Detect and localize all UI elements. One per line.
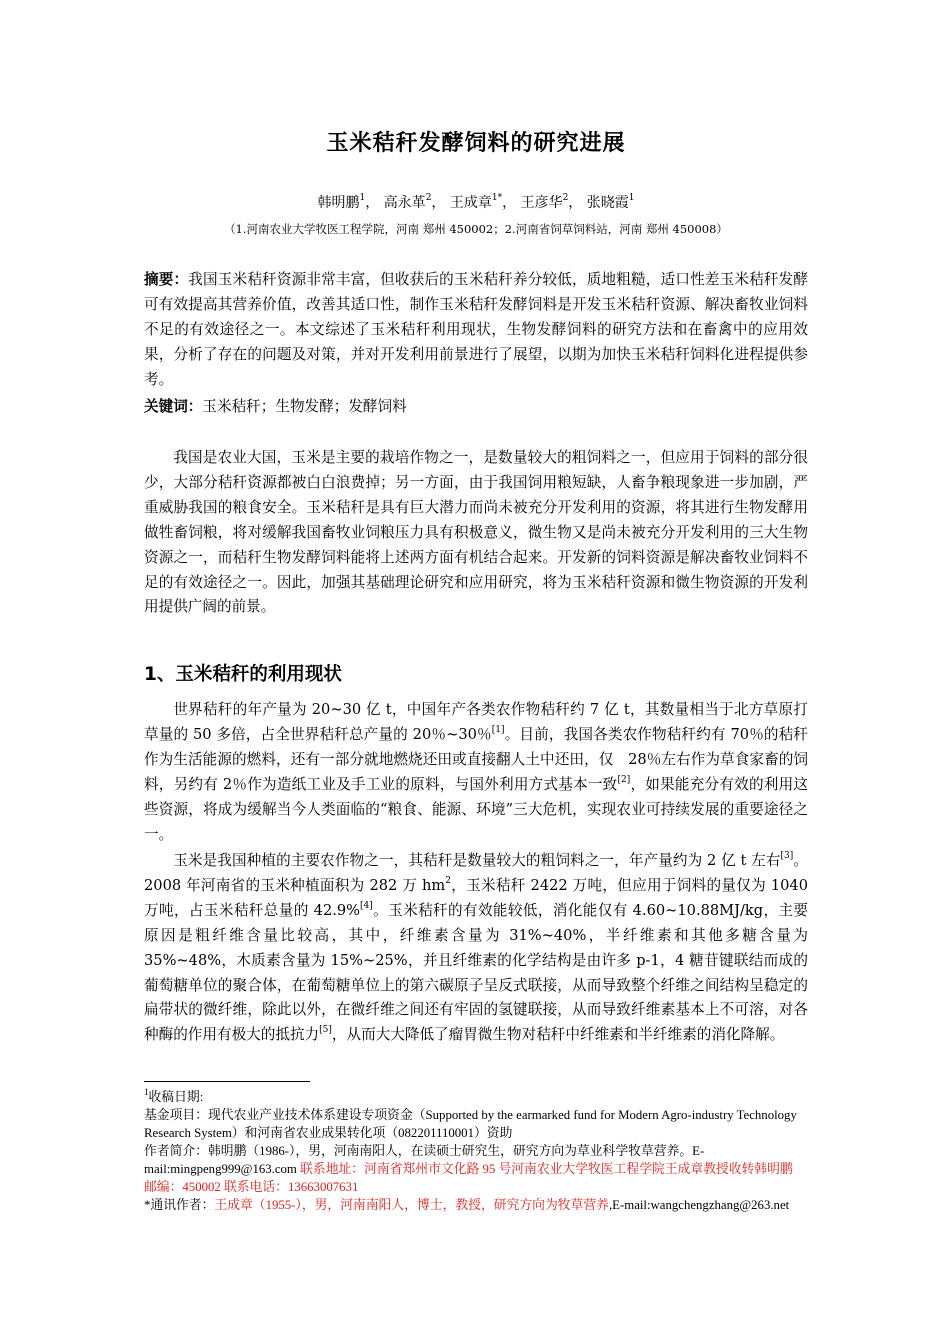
footnote-author-info bbox=[144, 1142, 808, 1196]
author-name: 张晓霞 bbox=[586, 195, 629, 211]
footnote-corresponding bbox=[144, 1196, 808, 1214]
author-separator: ， bbox=[431, 195, 446, 211]
footnote-mark: 1 bbox=[144, 1086, 149, 1097]
section-heading: 1、玉米秸秆的利用现状 bbox=[144, 664, 342, 685]
citation[interactable]: [2] bbox=[617, 774, 631, 785]
received-date: 收稿日期: bbox=[148, 1090, 204, 1104]
text-run: ，玉米秸秆 2422 万吨，但应用于饲料的量仅为 1040 万吨，占玉米秸秆总量的 42.9% bbox=[144, 876, 808, 919]
text-run: 。2008 年河南省的玉米种植面积为 282 万 hm bbox=[144, 852, 808, 894]
abstract bbox=[144, 268, 808, 393]
author-affil-mark: 1* bbox=[491, 193, 503, 204]
body-paragraph bbox=[144, 849, 808, 1048]
abstract-text: 我国玉米秸秆资源非常丰富，但收获后的玉米秸秆养分较低，质地粗糙，适口性差玉米秸秆发酵可有效提高其营养价值，改善其适口性，制作玉米秸秆发酵饲料是开发玉米秸秆资源、解决畜牧业饲料不足的有效途径之一。本文综述了玉米秸秆利用现状，生物发酵饲料的研究方法和在畜禽中的应用效果，分析了存在的问题及对策，并对开发利用前景进行了展望，以期为加快玉米秸秆饲料化进程提供参考。 bbox=[144, 271, 808, 388]
author-name: 王成章 bbox=[449, 195, 492, 211]
footnote-received bbox=[144, 1088, 808, 1106]
text-run: 。目前，我国各类农作物秸秆约有 70％的秸秆作为生活能源的燃料，还有一部分就地燃烧还田或直接翻人土中还田，仅 28％左右作为草食家畜的饲料，另约有 2％作为造纸工业及手工业的原料，与国外利用方式基本一致 bbox=[144, 725, 808, 793]
text-run: ，从而大大降低了瘤胃微生物对秸秆中纤维素和半纤维素的消化降解。 bbox=[331, 1026, 785, 1044]
abstract-label: 摘要： bbox=[144, 271, 189, 288]
citation[interactable]: [4] bbox=[360, 900, 373, 911]
citation[interactable]: [1] bbox=[491, 725, 505, 736]
author-name: 王彦华 bbox=[520, 195, 563, 211]
author-list bbox=[144, 192, 808, 212]
text-run: 玉米是我国种植的主要农作物之一，其秸秆是数量较大的粗饲料之一，年产量约为 2 亿 t 左右 bbox=[173, 852, 781, 869]
paper-title: 玉米秸秆发酵饲料的研究进展 bbox=[326, 131, 626, 156]
author-name: 韩明鹏 bbox=[317, 195, 360, 211]
body-paragraph bbox=[144, 698, 808, 847]
author-separator: ， bbox=[502, 195, 517, 211]
author-affil-mark: 2 bbox=[562, 193, 569, 204]
author-affil-mark: 1 bbox=[359, 193, 366, 204]
keywords bbox=[144, 395, 808, 420]
author-separator: ， bbox=[365, 195, 380, 211]
author-affil-mark: 1 bbox=[628, 193, 635, 204]
corresponding-author: 王成章（1955-），男，河南南阳人，博士，教授，研究方向为牧草营养 bbox=[214, 1198, 609, 1212]
footnote-fund: 基金项目：现代农业产业技术体系建设专项资金（Supported by the earmarked fund for Modern Agro-industry Technology Research System）和河南省农业成果转化项（082201110001）资助 bbox=[144, 1108, 797, 1140]
citation[interactable]: [5] bbox=[319, 1025, 332, 1036]
keywords-label: 关键词： bbox=[144, 398, 203, 415]
affiliations: （1.河南农业大学牧医工程学院，河南 郑州 450002；2.河南省饲草饲料站，河南 郑州 450008） bbox=[224, 222, 728, 236]
keywords-text: 玉米秸秆；生物发酵；发酵饲料 bbox=[202, 398, 407, 415]
intro-paragraph: 我国是农业大国，玉米是主要的栽培作物之一，是数量较大的粗饲料之一，但应用于饲料的部分很少，大部分秸秆资源都被白白浪费掉；另一方面，由于我国饲用粮短缺，人畜争粮现象进一步加剧，严重威胁我国的粮食安全。玉米秸秆是具有巨大潜力而尚未被充分开发利用的资源，将其进行生物发酵用做牲畜饲粮，将对缓解我国畜牧业饲粮压力具有积极意义，微生物又是尚未被充分开发利用的三大生物资源之一，而秸秆生物发酵饲料能将上述两方面有机结合起来。开发新的饲料资源是解决畜牧业饲料不足的有效途径之一。因此，加强其基础理论研究和应用研究，将为玉米秸秆资源和微生物资源的开发利用提供广阔的前景。 bbox=[144, 449, 808, 616]
author-name: 高永革 bbox=[383, 195, 426, 211]
author-separator: ， bbox=[568, 195, 583, 211]
author-info-text: 作者简介：韩明鹏（1986-），男，河南南阳人，在读硕士研究生，研究方向为草业科学牧草营养。E-mail:mingpeng999@163.com bbox=[144, 1144, 705, 1176]
text-run: 。玉米秸秆的有效能较低，消化能仅有 4.60~10.88MJ/kg，主要原因是粗纤维含量比较高，其中，纤维素含量为 31%~40%，半纤维素和其他多糖含量为 35%~48%，木质素含量为 15%~25%，并且纤维素的化学结构是由许多 p-1，4 糖苷键联结而成的葡萄糖单位的聚合体，在葡萄糖单位上的第六碳原子呈反式联接，从而导致整个纤维之间结构呈稳定的扁带状的微纤维，除此以外，在微纤维之间还有牢固的氢键联接，从而导致纤维素基本上不可溶，对各种酶的作用有极大的抵抗力 bbox=[144, 901, 808, 1044]
text-run: ，如果能充分有效的利用这些资源，将成为缓解当今人类面临的“粮食、能源、环境”三大危机，实现农业可持续发展的重要途径之一。 bbox=[144, 775, 808, 843]
footnote-divider bbox=[144, 1081, 310, 1082]
footnotes bbox=[144, 1088, 808, 1214]
superscript: 2 bbox=[445, 876, 451, 887]
text-run: 世界秸秆的年产量为 20~30 亿 t，中国年产各类农作物秸秆约 7 亿 t，其数量相当于北方草原打草量的 50 多倍，占全世界秸秆总产量的 20％~30％ bbox=[144, 701, 808, 743]
corresponding-label: *通讯作者： bbox=[144, 1198, 215, 1212]
contact-address: 联系地址：河南省郑州市文化路 95 号河南农业大学牧医工程学院王成章教授收转韩明鹏 邮编：450002 联系电话：13663007631 bbox=[144, 1162, 806, 1194]
citation[interactable]: [3] bbox=[780, 851, 794, 862]
author-affil-mark: 2 bbox=[425, 193, 432, 204]
corresponding-email[interactable]: ,E-mail:wangchengzhang@263.net bbox=[608, 1198, 790, 1212]
